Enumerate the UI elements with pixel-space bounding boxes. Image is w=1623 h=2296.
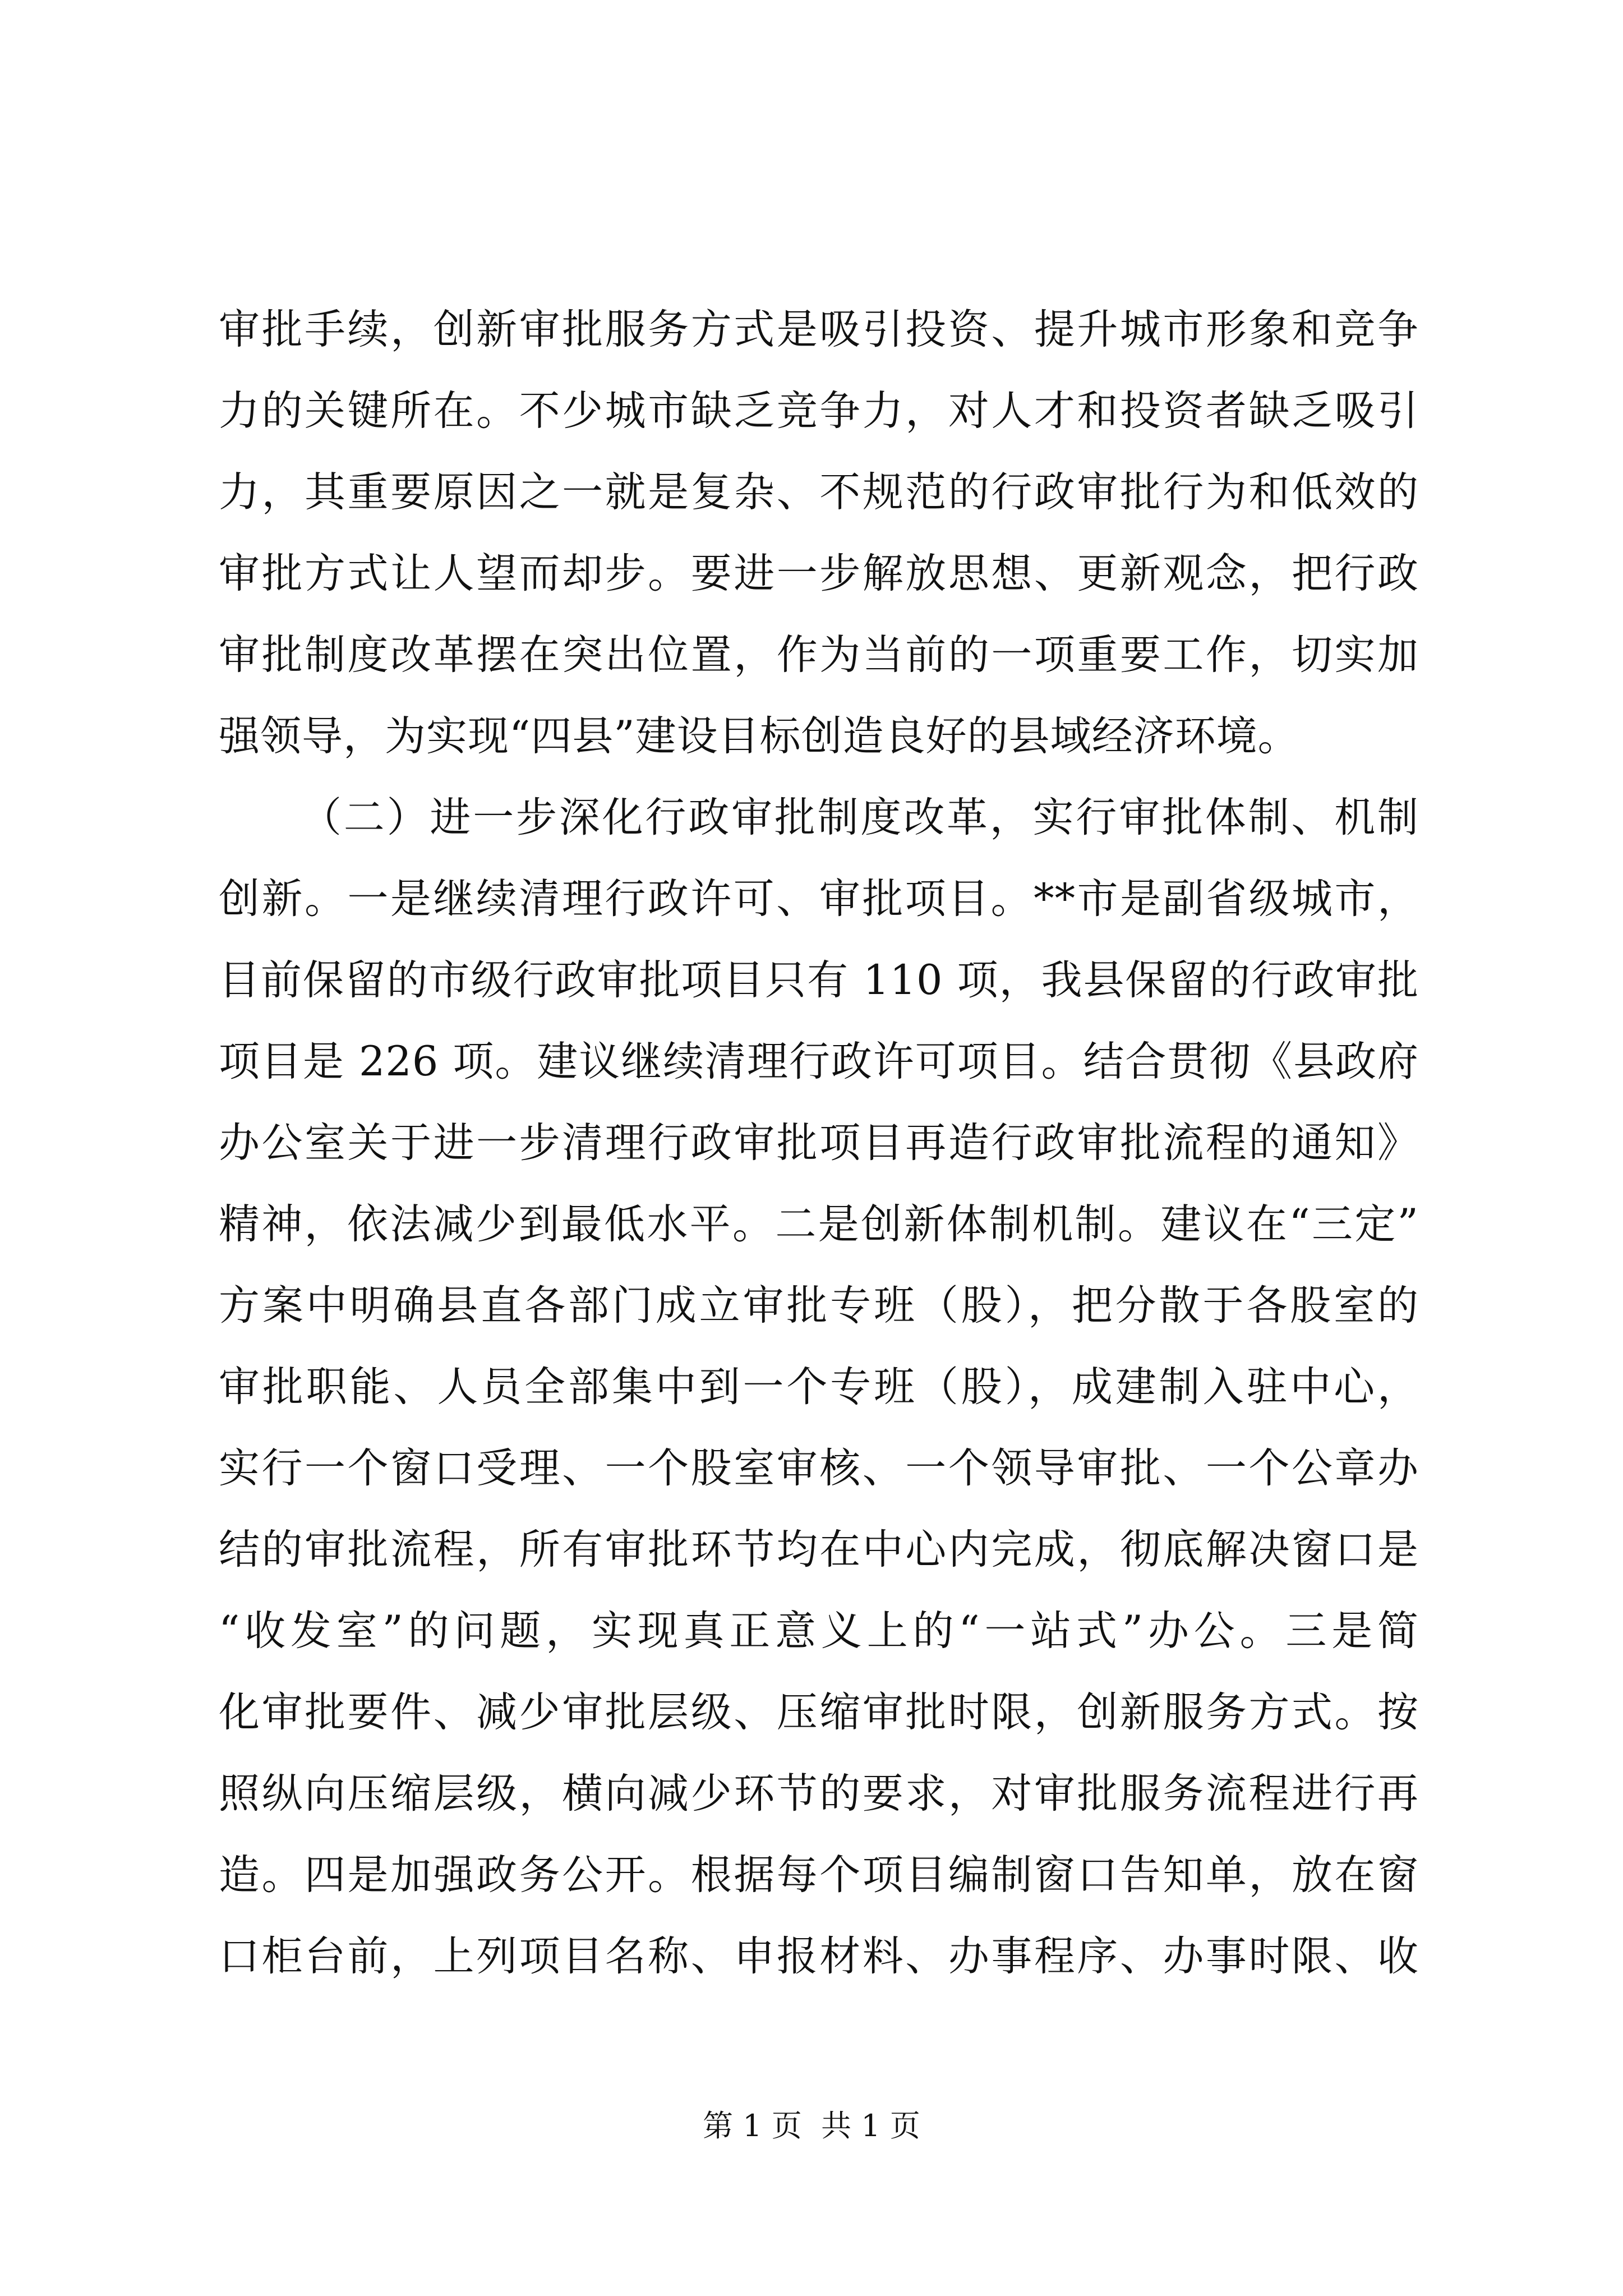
text-line: 审批制度改革摆在突出位置，作为当前的一项重要工作，切实加 bbox=[219, 631, 1419, 679]
text-line: “收发室”的问题，实现真正意义上的“一站式”办公。三是简 bbox=[219, 1607, 1419, 1655]
text-line: 实行一个窗口受理、一个股室审核、一个领导审批、一个公章办 bbox=[219, 1444, 1419, 1492]
text-line: 目前保留的市级行政审批项目只有 110 项，我县保留的行政审批 bbox=[219, 956, 1419, 1004]
text-line: 化审批要件、减少审批层级、压缩审批时限，创新服务方式。按 bbox=[219, 1688, 1419, 1736]
text-line: 精神，依法减少到最低水平。二是创新体制机制。建议在“三定” bbox=[219, 1200, 1419, 1248]
paragraph-start-line: （二）进一步深化行政审批制度改革，实行审批体制、机制 bbox=[301, 794, 1419, 841]
text-line: 照纵向压缩层级，横向减少环节的要求，对审批服务流程进行再 bbox=[219, 1770, 1419, 1818]
text-line: 结的审批流程，所有审批环节均在中心内完成，彻底解决窗口是 bbox=[219, 1526, 1419, 1573]
text-line: 方案中明确县直各部门成立审批专班（股），把分散于各股室的 bbox=[219, 1282, 1419, 1329]
text-line: 审批手续，创新审批服务方式是吸引投资、提升城市形象和竞争 bbox=[219, 306, 1419, 353]
document-body bbox=[219, 289, 1419, 1997]
text-line: 力的关键所在。不少城市缺乏竞争力，对人才和投资者缺乏吸引 bbox=[219, 387, 1419, 435]
text-line: 审批方式让人望而却步。要进一步解放思想、更新观念，把行政 bbox=[219, 550, 1419, 597]
text-line: 强领导，为实现“四县”建设目标创造良好的县域经济环境。 bbox=[219, 712, 1299, 760]
text-line: 口柜台前，上列项目名称、申报材料、办事程序、办事时限、收 bbox=[219, 1932, 1419, 1980]
text-line: 力，其重要原因之一就是复杂、不规范的行政审批行为和低效的 bbox=[219, 468, 1419, 516]
text-line: 创新。一是继续清理行政许可、审批项目。**市是副省级城市， bbox=[219, 875, 1419, 923]
page-number-footer: 第 1 页 共 1 页 bbox=[703, 2108, 920, 2143]
text-line: 办公室关于进一步清理行政审批项目再造行政审批流程的通知》 bbox=[219, 1119, 1419, 1167]
text-line: 造。四是加强政务公开。根据每个项目编制窗口告知单，放在窗 bbox=[219, 1851, 1419, 1899]
text-line: 审批职能、人员全部集中到一个专班（股），成建制入驻中心， bbox=[219, 1363, 1419, 1411]
text-line: 项目是 226 项。建议继续清理行政许可项目。结合贯彻《县政府 bbox=[219, 1038, 1419, 1085]
